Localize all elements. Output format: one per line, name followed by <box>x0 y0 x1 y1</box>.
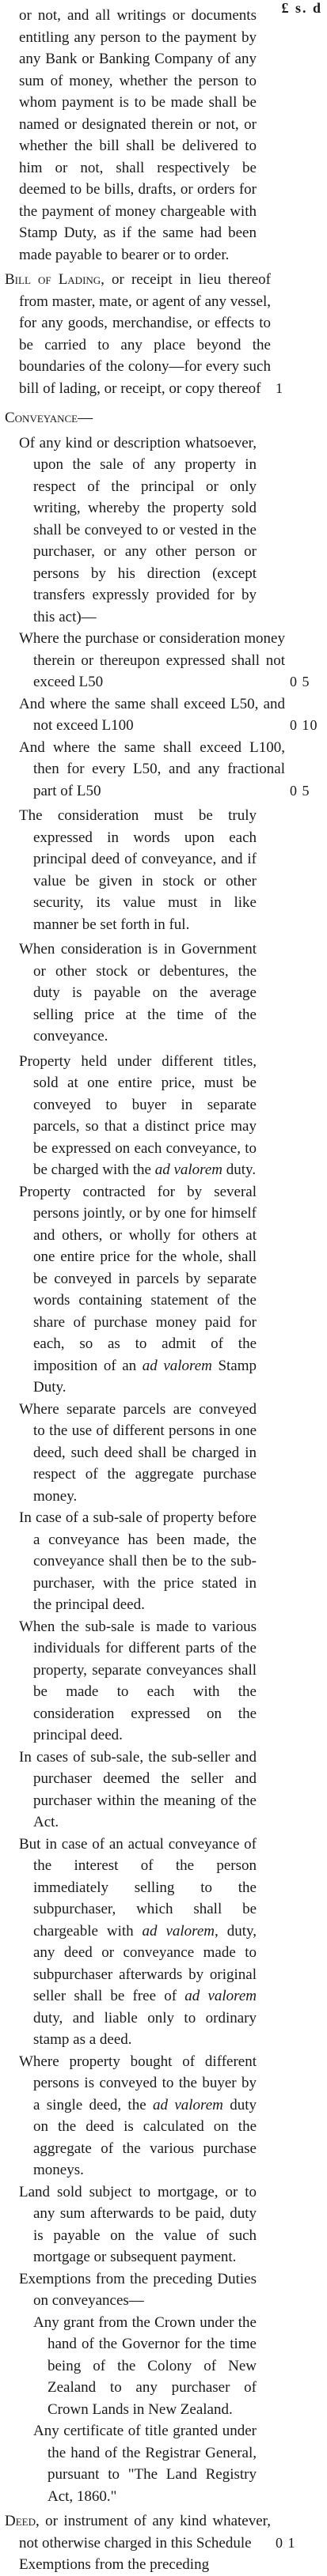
sub-sale-paragraph: In case of a sub-sale of property before a conveyance has been made, the conveyance shall then be to the sub-purchaser, with the price stated in the principal deed. <box>19 1509 257 1613</box>
bill-of-lading-heading: Bill of Lading, <box>5 271 105 288</box>
ad-valorem-term: ad valorem <box>142 1922 215 1940</box>
different-titles-paragraph <box>5 1051 257 1181</box>
rate-row-over-100 <box>5 737 310 803</box>
bill-of-lading-entry <box>5 269 283 399</box>
actual-conveyance-paragraph <box>5 1834 257 2051</box>
rate-over-100-text: And where the same shall exceed L100, then for every L50, and any fractional part of L50 <box>19 738 285 799</box>
rate-50-to-100-value: 0 10 <box>290 717 318 733</box>
several-persons-paragraph <box>5 1181 257 1399</box>
deed-entry <box>5 2510 296 2554</box>
conveyance-intro-paragraph: Of any kind or description whatsoever, upon the sale of any property in respect of the principal or only writing, whereby the property sold shall be conveyed to or vested in the purchaser, or any other person or persons by his direction (except transfers expressly provided for by this act)— <box>19 434 257 625</box>
deed-heading: Deed, <box>5 2513 40 2529</box>
exemptions-paragraph: Exemptions from the preceding Duties on conveyances— <box>19 2270 257 2309</box>
rate-50-to-100-text: And where the same shall exceed L50, and not exceed L100 <box>19 695 285 734</box>
different-persons-text: Where property bought of different persons is conveyed to the buyer by a single deed, the <box>19 2053 257 2113</box>
bill-of-lading-text <box>5 269 271 399</box>
deed-text <box>5 2510 271 2554</box>
different-persons-text-end: duty on the deed is calculated on the aggregate of the various purchase moneys. <box>33 2096 257 2178</box>
sub-seller-paragraph: In cases of sub-sale, the sub-seller and purchaser deemed the seller and purchaser within the meaning of the Act. <box>19 1748 257 1830</box>
rate-under-50-value: 0 5 <box>290 674 310 689</box>
comma-separator: , <box>215 1922 219 1940</box>
different-titles-text-end: duty. <box>226 1161 257 1178</box>
stamp-duty-schedule-column <box>5 5 318 2576</box>
crown-grant-paragraph: Any grant from the Crown under the hand of the Governor for the time being of the Colony of New Zealand to any purchaser of Crown Lands in New Zealand. <box>33 2313 257 2418</box>
several-persons-text-end: Stamp Duty. <box>33 1357 257 1396</box>
bill-of-lading-body: or receipt in lieu thereof from master, mate, or agent of any vessel, for any goods, merchandise, or effects to be carried to any place beyond the boundaries of the colony—for every such bill of lading, or receipt, or copy thereof <box>19 271 271 397</box>
money-column-header: £ s. d <box>281 0 322 16</box>
rate-row-under-50 <box>5 628 310 693</box>
bills-continuation-paragraph: or not, and all writings or documents entitling any person to the payment by any Bank or Banking Company of any sum of money, whether the person to whom payment is to be made shall be named or designated therein or not, or whether the bill shall be delivered to him or not, shall respectively be deemed to be bills, drafts, or orders for the payment of money chargeable with Stamp Duty, as if the same had been made payable to bearer or to order. <box>19 7 257 263</box>
deed-rate: 0 1 <box>276 2534 296 2551</box>
rate-row-50-to-100 <box>5 693 318 737</box>
consideration-paragraph: The consideration must be truly expressed in words upon each principal deed of conveyance, and if value be given in stock or other security, its value must in like manner be set forth in ful. <box>19 807 257 933</box>
conveyance-heading: Conveyance— <box>5 410 93 426</box>
government-stock-paragraph: When consideration is in Government or other stock or debentures, the duty is payable on the average selling price at the time of the conveyance. <box>19 941 257 1044</box>
different-persons-paragraph <box>5 2051 257 2181</box>
deed-body: or instrument of any kind whatever, not otherwise charged in this Schedule <box>19 2513 271 2551</box>
separate-parcels-paragraph: Where separate parcels are conveyed to the use of different persons in one deed, such deed shall be charged in respect of the aggregate purchase money. <box>19 1400 257 1505</box>
actual-conveyance-text-mid: duty, any deed or conveyance made to subpurchaser afterwards by original seller shall be free of <box>33 1922 257 2004</box>
actual-conveyance-text: But in case of an actual conveyance of the interest of the person immediately selling to the subpurchaser, which shall be chargeable with <box>19 1835 257 1940</box>
ad-valorem-term: ad valorem <box>184 1988 257 2004</box>
ad-valorem-term: ad valorem <box>154 1161 223 1178</box>
ad-valorem-term: ad valorem <box>153 2096 223 2113</box>
ad-valorem-term: ad valorem <box>142 1357 212 1374</box>
different-titles-text: Property held under different titles, sold at one entire price, must be conveyed to buyer in separate parcels, so that a distinct price may be expressed on each conveyance, to be charged with the <box>19 1052 257 1178</box>
actual-conveyance-text-end: duty, and liable only to ordinary stamp as a deed. <box>33 2009 257 2048</box>
various-individuals-paragraph: When the sub-sale is made to various individuals for different parts of the property, separate conveyances shall be made to each with the consideration expressed on the principal deed. <box>19 1618 257 1743</box>
exemptions-tail-paragraph: Exemptions from the preceding <box>19 2556 210 2573</box>
several-persons-text: Property contracted for by several persons jointly, or by one for himself and others, or wholly for others at one entire price for the whole, shall be conveyed in parcels by separate words containing statement of the share of purchase money paid for each, so as to admit of the imposition of an <box>19 1183 257 1374</box>
mortgage-paragraph: Land sold subject to mortgage, or to any sum afterwards to be paid, duty is payable on the value of such mortgage or subsequent payment. <box>19 2183 257 2265</box>
rate-over-100-value: 0 5 <box>290 782 310 799</box>
certificate-of-title-paragraph: Any certificate of title granted under the hand of the Registrar General, pursuant to "The Land Registry Act, 1860." <box>33 2423 257 2505</box>
rate-under-50-text: Where the purchase or consideration money therein or thereupon expressed shall not exceed L50 <box>19 630 285 690</box>
bill-of-lading-rate: 1 <box>276 380 283 396</box>
